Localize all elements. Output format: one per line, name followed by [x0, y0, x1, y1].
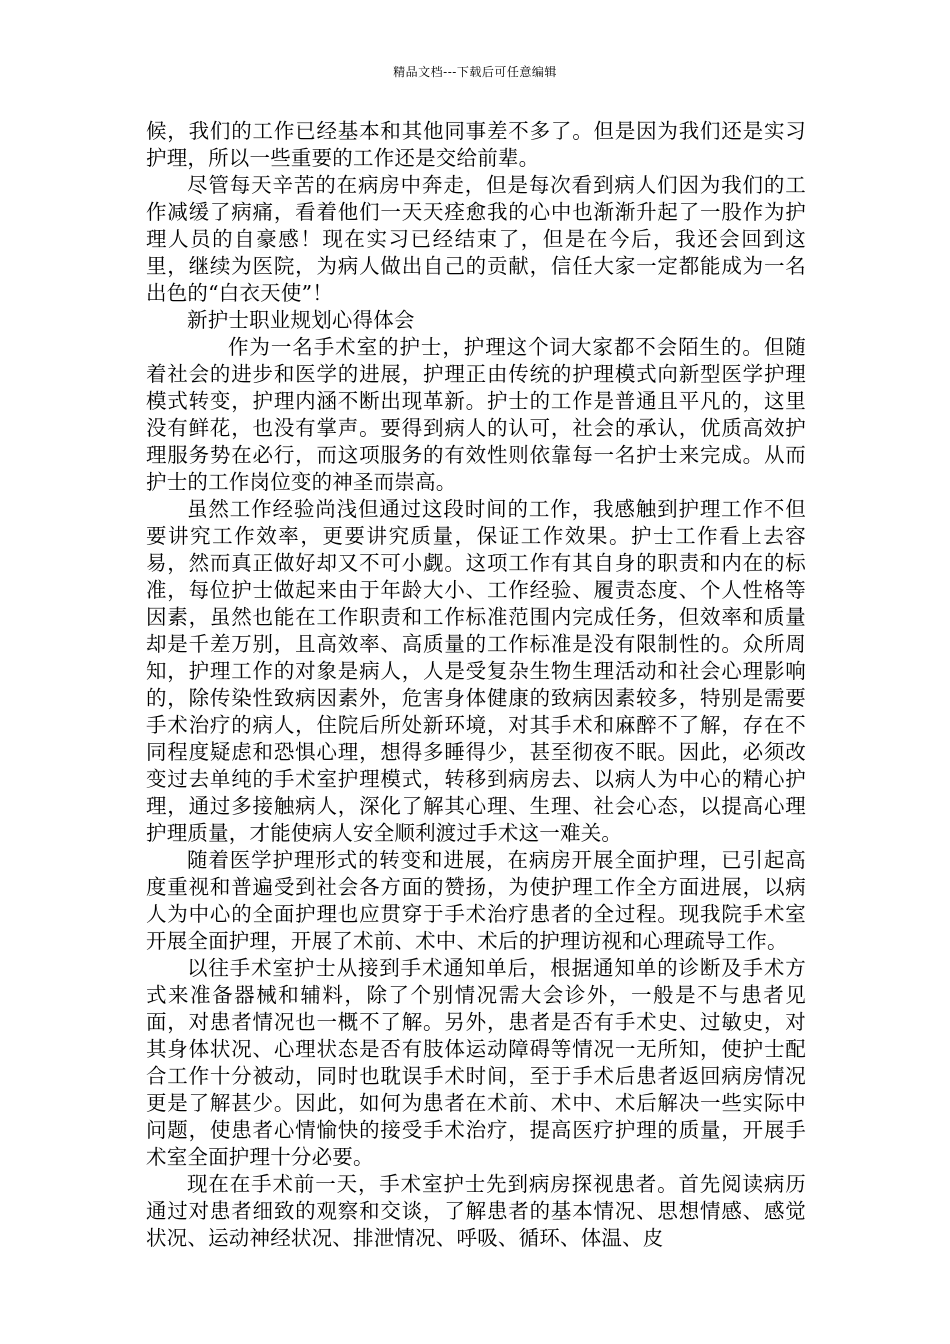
paragraph: 以往手术室护士从接到手术通知单后，根据通知单的诊断及手术方式来准备器械和辅料，除了个别情况需大会诊外，一般是不与患者见面，对患者情况也一概不了解。另外，患者是否有手术史、过敏史，对其身体状况、心理状态是否有肢体运动障碍等情况一无所知，使护士配合工作十分被动，同时也耽误手术时间，至于手术后患者返回病房情况更是了解甚少。因此，如何为患者在术前、术中、术后解决一些实际中问题，使患者心情愉快的接受手术治疗，提高医疗护理的质量，开展手术室全面护理十分必要。 — [146, 956, 806, 1169]
paragraph: 尽管每天辛苦的在病房中奔走，但是每次看到病人们因为我们的工作减缓了病痛，看着他们一天天痊愈我的心中也渐渐升起了一股作为护理人员的自豪感！现在实习已经结束了，但是在今后，我还会回到这里，继续为医院，为病人做出自己的贡献，信任大家一定都能成为一名出色的“白衣天使”！ — [146, 173, 806, 305]
paragraph: 虽然工作经验尚浅但通过这段时间的工作，我感触到护理工作不但要讲究工作效率，更要讲究质量，保证工作效果。护士工作看上去容易，然而真正做好却又不可小觑。这项工作有其自身的职责和内在的标准，每位护士做起来由于年龄大小、工作经验、履责态度、个人性格等因素，虽然也能在工作职责和工作标准范围内完成任务，但效率和质量却是千差万别，且高效率、高质量的工作标准是没有限制性的。众所周知，护理工作的对象是病人，人是受复杂生物生理活动和社会心理影响的，除传染性致病因素外，危害身体健康的致病因素较多，特别是需要手术治疗的病人，住院后所处新环境，对其手术和麻醉不了解，存在不同程度疑虑和恐惧心理，想得多睡得少，甚至彻夜不眠。因此，必须改变过去单纯的手术室护理模式，转移到病房去、以病人为中心的精心护理，通过多接触病人，深化了解其心理、生理、社会心态，以提高心理护理质量，才能使病人安全顺利渡过手术这一难关。 — [146, 497, 806, 845]
paragraph-continuation: 候，我们的工作已经基本和其他同事差不多了。但是因为我们还是实习护理，所以一些重要的工作还是交给前辈。 — [146, 119, 806, 170]
paragraph: 作为一名手术室的护士，护理这个词大家都不会陌生的。但随着社会的进步和医学的进展，护理正由传统的护理模式向新型医学护理模式转变，护理内涵不断出现革新。护士的工作是普通且平凡的，这里没有鲜花，也没有掌声。要得到病人的认可，社会的承认，优质高效护理服务势在必行，而这项服务的有效性则依靠每一名护士来完成。从而护士的工作岗位变的神圣而崇高。 — [146, 335, 806, 494]
section-title: 新护士职业规划心得体会 — [187, 308, 415, 332]
paragraph: 现在在手术前一天，手术室护士先到病房探视患者。首先阅读病历通过对患者细致的观察和交谈，了解患者的基本情况、思想情感、感觉状况、运动神经状况、排泄情况、呼吸、循环、体温、皮 — [146, 1172, 806, 1250]
page-header: 精品文档---下载后可任意编辑 — [393, 65, 557, 79]
document-body — [146, 118, 806, 1252]
paragraph: 随着医学护理形式的转变和进展，在病房开展全面护理，已引起高度重视和普遍受到社会各方面的赞扬，为使护理工作全方面进展，以病人为中心的全面护理也应贯穿于手术治疗患者的全过程。现我院手术室开展全面护理，开展了术前、术中、术后的护理访视和心理疏导工作。 — [146, 848, 806, 953]
